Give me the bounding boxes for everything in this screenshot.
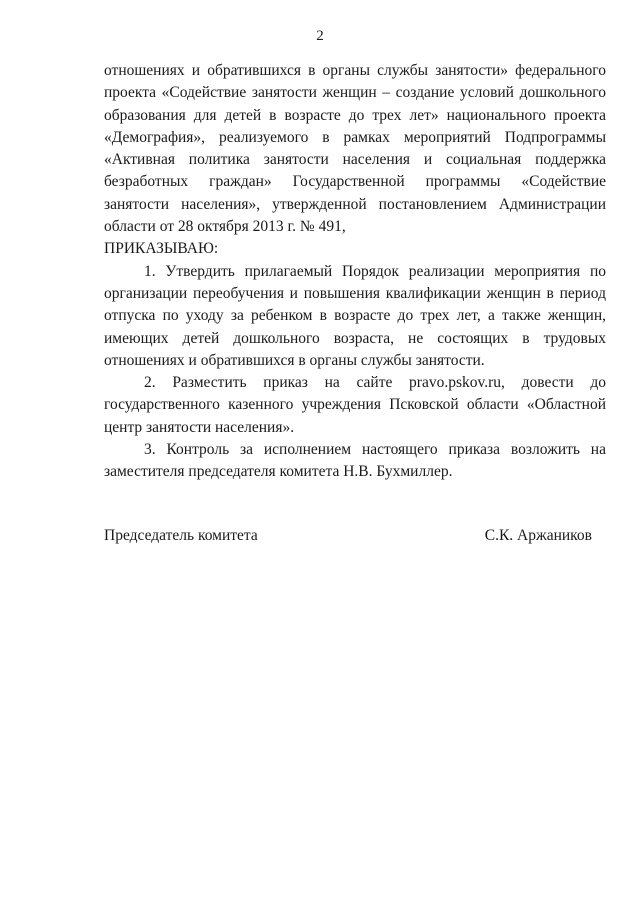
signatory-name: С.К. Аржаников (484, 527, 592, 544)
signature-block (104, 527, 592, 545)
order-item-1: 1. Утвердить прилагаемый Порядок реализации мероприятия по организации переобучения и повышения квалификации женщин в период отпуска по уходу за ребенком в возрасте до трех лет, а также женщин, имеющих детей дошкольного возраста, не состоящих в трудовых отношениях и обратившихся в органы службы занятости. (104, 262, 606, 369)
signatory-position: Председатель комитета (104, 527, 258, 544)
order-item-2: 2. Разместить приказ на сайте pravo.pskov.ru, довести до государственного казенного учреждения Псковской области «Областной центр занятости населения». (104, 374, 606, 436)
order-item-3: 3. Контроль за исполнением настоящего приказа возложить на заместителя председателя комитета Н.В. Бухмиллер. (104, 441, 606, 481)
directive-heading: ПРИКАЗЫВАЮ: (104, 240, 219, 258)
document-body (104, 60, 606, 484)
page-number: 2 (316, 28, 324, 44)
intro-paragraph: отношениях и обратившихся в органы службы занятости» федерального проекта «Содействие занятости женщин – создание условий дошкольного образования для детей в возрасте до трех лет» национального проекта «Демография», реализуемого в рамках мероприятий Подпрограммы «Активная политика занятости населения и социальная поддержка безработных граждан» Государственной программы «Содействие занятости населения», утвержденной постановлением Администрации области от 28 октября 2013 г. № 491, (104, 62, 606, 236)
